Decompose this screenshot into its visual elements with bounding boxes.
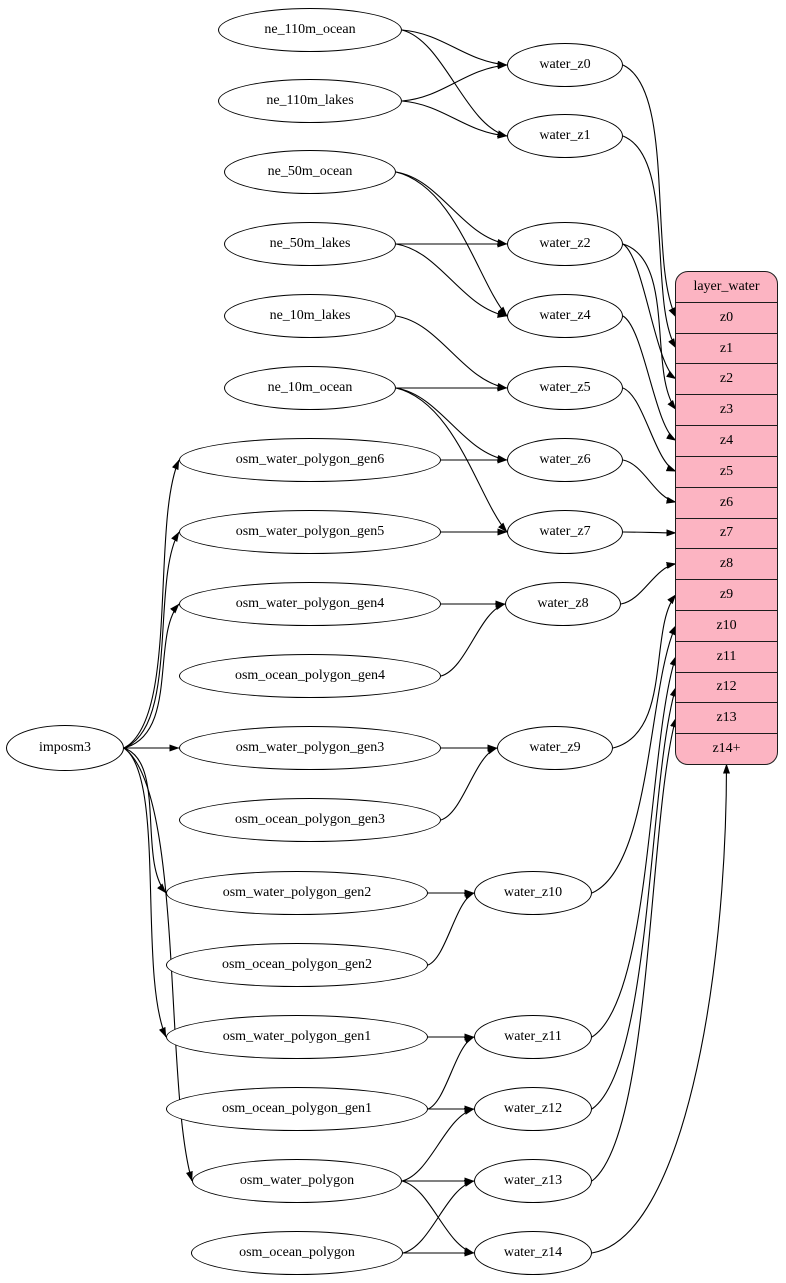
layer-water-row-z8: z8 [676,548,777,579]
node-water-z13 [474,1159,592,1203]
node-water-z14 [474,1231,592,1275]
edge-water_z11-to-row_z11 [592,656,676,1037]
edge-water_z2-to-row_z2 [623,244,676,379]
node-ne-110m-lakes [218,79,402,123]
layer-water-row-z0: z0 [676,302,777,333]
node-label: osm_ocean_polygon [239,1245,355,1260]
node-label: water_z8 [537,596,589,611]
node-ne-50m-ocean [224,150,396,194]
node-ne-10m-ocean [224,366,396,410]
edge-osm_water_polygon-to-water_z12 [402,1109,474,1181]
layer-water-table [675,271,778,765]
node-label: osm_water_polygon_gen2 [222,885,372,900]
node-label: water_z10 [503,885,563,900]
edge-water_z8-to-row_z8 [621,564,676,604]
node-label: water_z14 [503,1245,563,1260]
layer-water-header: layer_water [693,278,760,294]
node-label: water_z4 [539,308,591,323]
edge-ne_110m_lakes-to-water_z1 [402,101,507,136]
edge-water_z4-to-row_z4 [623,316,676,440]
node-label: osm_water_polygon_gen6 [235,452,385,467]
node-label: ne_50m_lakes [269,236,351,251]
node-label: water_z1 [539,128,591,143]
edge-imposm3-to-osm_water_polygon_gen1 [124,748,166,1037]
edge-water_z0-to-row_z0 [623,65,676,317]
node-water-z11 [474,1015,592,1059]
node-label: osm_ocean_polygon_gen1 [221,1101,373,1116]
node-water-z2 [507,222,623,266]
node-osm-ocean-polygon-gen2 [166,943,428,987]
edge-imposm3-to-osm_water_polygon_gen2 [124,748,166,893]
node-water-z6 [507,438,623,482]
edge-ne_110m_ocean-to-water_z0 [402,30,507,65]
node-osm-water-polygon-gen2 [166,871,428,915]
node-label: water_z6 [539,452,591,467]
node-water-z1 [507,114,623,158]
node-osm-water-polygon-gen4 [179,582,441,626]
node-ne-10m-lakes [224,294,396,338]
node-label: ne_10m_lakes [269,308,351,323]
layer-water-row-z12: z12 [676,672,777,703]
layer-water-row-z10: z10 [676,610,777,641]
node-ne-110m-ocean [218,8,402,52]
node-water-z5 [507,366,623,410]
node-water-z9 [497,726,613,770]
layer-water-row-z1: z1 [676,333,777,364]
node-osm-water-polygon-gen1 [166,1015,428,1059]
layer-water-row-z7: z7 [676,518,777,549]
edge-ne_50m_lakes-to-water_z4 [396,244,507,316]
node-osm-water-polygon-gen5 [179,510,441,554]
node-osm-water-polygon [192,1159,402,1203]
edge-osm_ocean_polygon-to-water_z13 [403,1181,474,1253]
node-label: ne_110m_lakes [266,93,354,108]
layer-water-row-z14plus: z14+ [676,733,777,764]
edge-imposm3-to-osm_water_polygon_gen4 [124,604,179,748]
node-label: water_z9 [529,740,581,755]
layer-water-row-z5: z5 [676,456,777,487]
node-water-z12 [474,1087,592,1131]
node-label: water_z7 [539,524,591,539]
node-label: water_z2 [539,236,591,251]
layer-water-row-z6: z6 [676,487,777,518]
node-label: osm_ocean_polygon_gen2 [221,957,373,972]
edge-ne_10m_lakes-to-water_z5 [396,316,507,388]
node-water-z10 [474,871,592,915]
node-label: ne_10m_ocean [267,380,353,395]
node-label: imposm3 [38,740,92,755]
edge-water_z5-to-row_z5 [623,388,676,471]
edge-water_z9-to-row_z9 [613,595,676,748]
node-ne-50m-lakes [224,222,396,266]
node-label: osm_water_polygon_gen3 [235,740,385,755]
node-label: osm_ocean_polygon_gen3 [234,812,386,827]
edge-osm_ocean_polygon_gen1-to-water_z11 [428,1037,474,1109]
node-water-z8 [505,582,621,626]
node-label: water_z5 [539,380,591,395]
node-imposm3 [6,725,124,771]
node-osm-water-polygon-gen6 [179,438,441,482]
node-label: water_z0 [539,57,591,72]
node-label: osm_water_polygon_gen1 [222,1029,372,1044]
edge-osm_ocean_polygon_gen2-to-water_z10 [428,893,474,965]
layer-water-row-z4: z4 [676,425,777,456]
edge-water_z1-to-row_z1 [623,136,676,348]
node-osm-ocean-polygon-gen4 [179,654,441,698]
node-osm-ocean-polygon-gen3 [179,798,441,842]
node-label: osm_water_polygon_gen4 [235,596,385,611]
edge-osm_ocean_polygon_gen4-to-water_z8 [441,604,505,676]
layer-water-row-z3: z3 [676,394,777,425]
node-water-z7 [507,510,623,554]
node-osm-water-polygon-gen3 [179,726,441,770]
edge-water_z14-to-row_z14p [592,764,727,1253]
edge-ne_50m_ocean-to-water_z2 [396,172,507,244]
node-osm-ocean-polygon [191,1231,403,1275]
edge-water_z6-to-row_z6 [623,460,676,502]
edge-water_z13-to-row_z13 [592,718,676,1181]
node-label: water_z11 [504,1029,562,1044]
layer-water-row-z9: z9 [676,579,777,610]
edge-ne_110m_lakes-to-water_z0 [402,65,507,101]
node-water-z0 [507,43,623,87]
node-osm-ocean-polygon-gen1 [166,1087,428,1131]
node-label: osm_water_polygon [239,1173,355,1188]
node-water-z4 [507,294,623,338]
edge-imposm3-to-osm_water_polygon_gen6 [124,460,179,748]
node-label: ne_50m_ocean [267,164,353,179]
edge-water_z7-to-row_z7 [623,532,676,533]
edge-imposm3-to-osm_water_polygon_gen5 [124,532,179,748]
layer-water-row-z11: z11 [676,641,777,672]
edge-osm_ocean_polygon_gen3-to-water_z9 [441,748,497,820]
node-label: osm_water_polygon_gen5 [235,524,385,539]
layer-water-row-z13: z13 [676,702,777,733]
node-label: water_z13 [503,1173,563,1188]
layer-water-row-z2: z2 [676,363,777,394]
node-label: osm_ocean_polygon_gen4 [234,668,386,683]
node-label: ne_110m_ocean [264,22,356,37]
node-label: water_z12 [503,1101,563,1116]
